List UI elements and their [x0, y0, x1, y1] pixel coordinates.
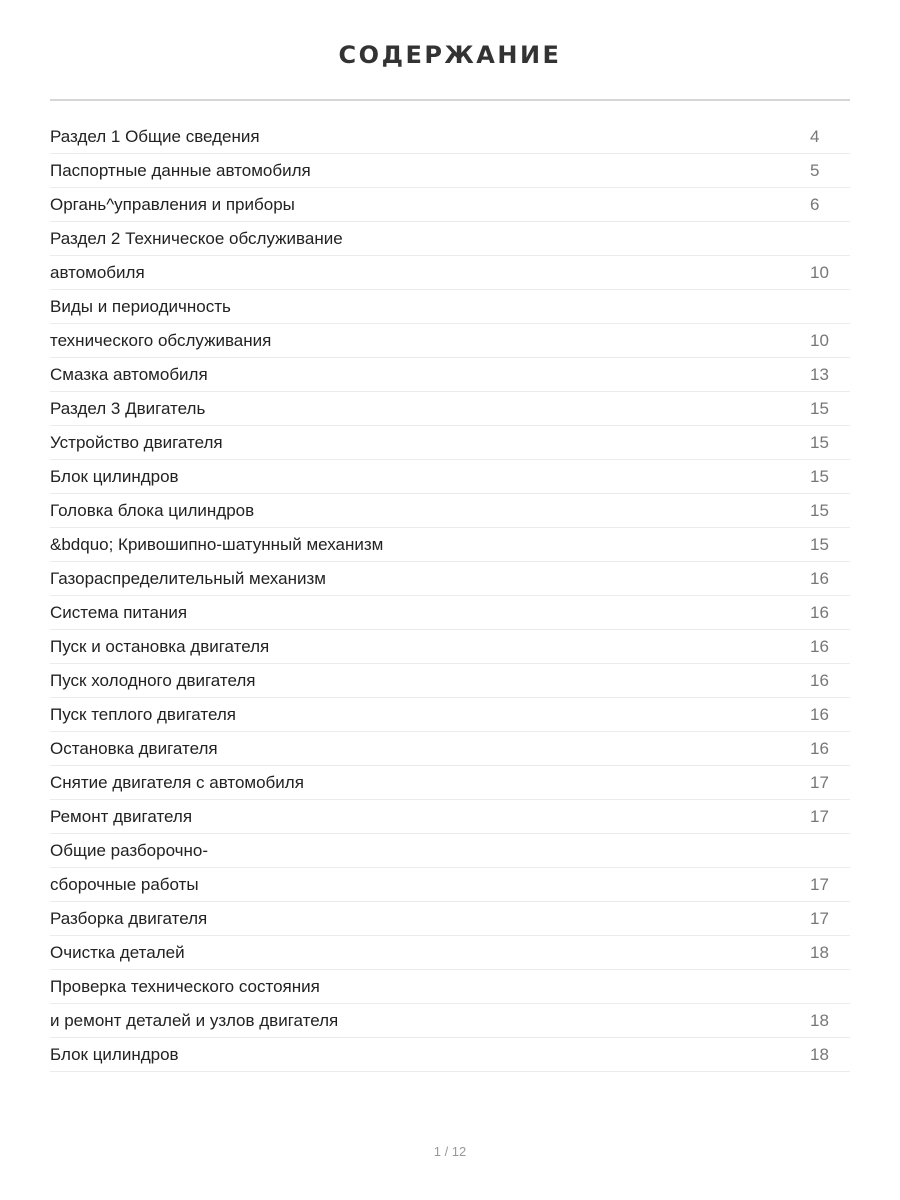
toc-entry[interactable] [50, 154, 850, 188]
toc-entry-title: Общие разборочно- [50, 840, 209, 860]
toc-entry-title: Очистка деталей [50, 942, 185, 962]
toc-entry-title: Ремонт двигателя [50, 806, 193, 826]
toc-entry-title: Органь^управления и приборы [50, 194, 295, 214]
toc-entry-page-number: 13 [810, 364, 829, 384]
toc-entry-page-number: 16 [810, 704, 829, 724]
toc-entry[interactable] [50, 868, 850, 902]
toc-entry-page-number: 15 [810, 466, 829, 486]
toc-entry[interactable] [50, 426, 850, 460]
page-title: СОДЕРЖАНИЕ [338, 41, 562, 69]
toc-entry-title: Снятие двигателя с автомобиля [50, 772, 304, 792]
toc-entry-title: Пуск и остановка двигателя [50, 636, 270, 656]
toc-entry[interactable] [50, 664, 850, 698]
toc-entry-page-number: 18 [810, 1010, 829, 1030]
toc-entry-page-number: 15 [810, 398, 829, 418]
toc-entry[interactable] [50, 120, 850, 154]
toc-entry[interactable] [50, 324, 850, 358]
toc-entry-page-number: 4 [810, 126, 820, 146]
toc-entry-page-number: 17 [810, 772, 829, 792]
toc-entry-title: Виды и периодичность [50, 296, 231, 316]
toc-entry-title: Паспортные данные автомобиля [50, 160, 311, 180]
toc-entry-title: Смазка автомобиля [50, 364, 208, 384]
toc-entry[interactable] [50, 222, 850, 256]
toc-entry[interactable] [50, 256, 850, 290]
toc-entry-title: автомобиля [50, 262, 145, 282]
toc-entry[interactable] [50, 188, 850, 222]
toc-entry-title: Газораспределительный механизм [50, 568, 326, 588]
toc-entry[interactable] [50, 1038, 850, 1072]
toc-entry-page-number: 16 [810, 602, 829, 622]
toc-entry[interactable] [50, 460, 850, 494]
toc-entry-page-number: 5 [810, 160, 820, 180]
toc-entry-title: Проверка технического состояния [50, 976, 320, 996]
toc-entry[interactable] [50, 392, 850, 426]
toc-entry-title: Блок цилиндров [50, 1044, 179, 1064]
toc-entry[interactable] [50, 970, 850, 1004]
toc-entry-page-number: 18 [810, 942, 829, 962]
toc-entry-page-number: 16 [810, 738, 829, 758]
toc-entry-page-number: 18 [810, 1044, 829, 1064]
toc-entry-title: Раздел 2 Техническое обслуживание [50, 228, 343, 248]
toc-entry-page-number: 6 [810, 194, 820, 214]
title-divider [50, 99, 850, 101]
table-of-contents [50, 120, 850, 1072]
toc-entry-page-number: 15 [810, 432, 829, 452]
toc-entry-title: &bdquo; Кривошипно-шатунный механизм [50, 534, 384, 554]
toc-entry[interactable] [50, 766, 850, 800]
toc-entry[interactable] [50, 630, 850, 664]
toc-entry-page-number: 17 [810, 874, 829, 894]
toc-entry[interactable] [50, 596, 850, 630]
toc-entry-title: сборочные работы [50, 874, 199, 894]
toc-entry[interactable] [50, 528, 850, 562]
toc-entry-title: Пуск теплого двигателя [50, 704, 236, 724]
toc-entry[interactable] [50, 698, 850, 732]
toc-entry-title: Блок цилиндров [50, 466, 179, 486]
toc-entry-title: Пуск холодного двигателя [50, 670, 256, 690]
toc-entry-title: Устройство двигателя [50, 432, 223, 452]
toc-entry-title: Разборка двигателя [50, 908, 208, 928]
toc-entry[interactable] [50, 732, 850, 766]
toc-entry[interactable] [50, 902, 850, 936]
toc-entry-page-number: 10 [810, 262, 829, 282]
toc-entry-title: технического обслуживания [50, 330, 272, 350]
toc-entry-page-number: 16 [810, 568, 829, 588]
toc-entry-page-number: 17 [810, 908, 829, 928]
toc-entry[interactable] [50, 800, 850, 834]
toc-entry[interactable] [50, 834, 850, 868]
toc-entry-page-number: 10 [810, 330, 829, 350]
page-counter: 1 / 12 [433, 1144, 467, 1159]
toc-entry-title: Раздел 3 Двигатель [50, 398, 206, 418]
toc-entry[interactable] [50, 1004, 850, 1038]
toc-entry-title: Раздел 1 Общие сведения [50, 126, 260, 146]
toc-entry-title: Система питания [50, 602, 188, 622]
toc-entry-page-number: 15 [810, 534, 829, 554]
toc-entry-title: и ремонт деталей и узлов двигателя [50, 1010, 339, 1030]
toc-entry[interactable] [50, 936, 850, 970]
toc-entry[interactable] [50, 290, 850, 324]
toc-entry[interactable] [50, 494, 850, 528]
toc-entry-page-number: 15 [810, 500, 829, 520]
toc-entry-page-number: 16 [810, 670, 829, 690]
toc-entry[interactable] [50, 358, 850, 392]
toc-entry-title: Головка блока цилиндров [50, 500, 255, 520]
toc-entry-page-number: 16 [810, 636, 829, 656]
toc-entry[interactable] [50, 562, 850, 596]
toc-entry-page-number: 17 [810, 806, 829, 826]
toc-entry-title: Остановка двигателя [50, 738, 218, 758]
